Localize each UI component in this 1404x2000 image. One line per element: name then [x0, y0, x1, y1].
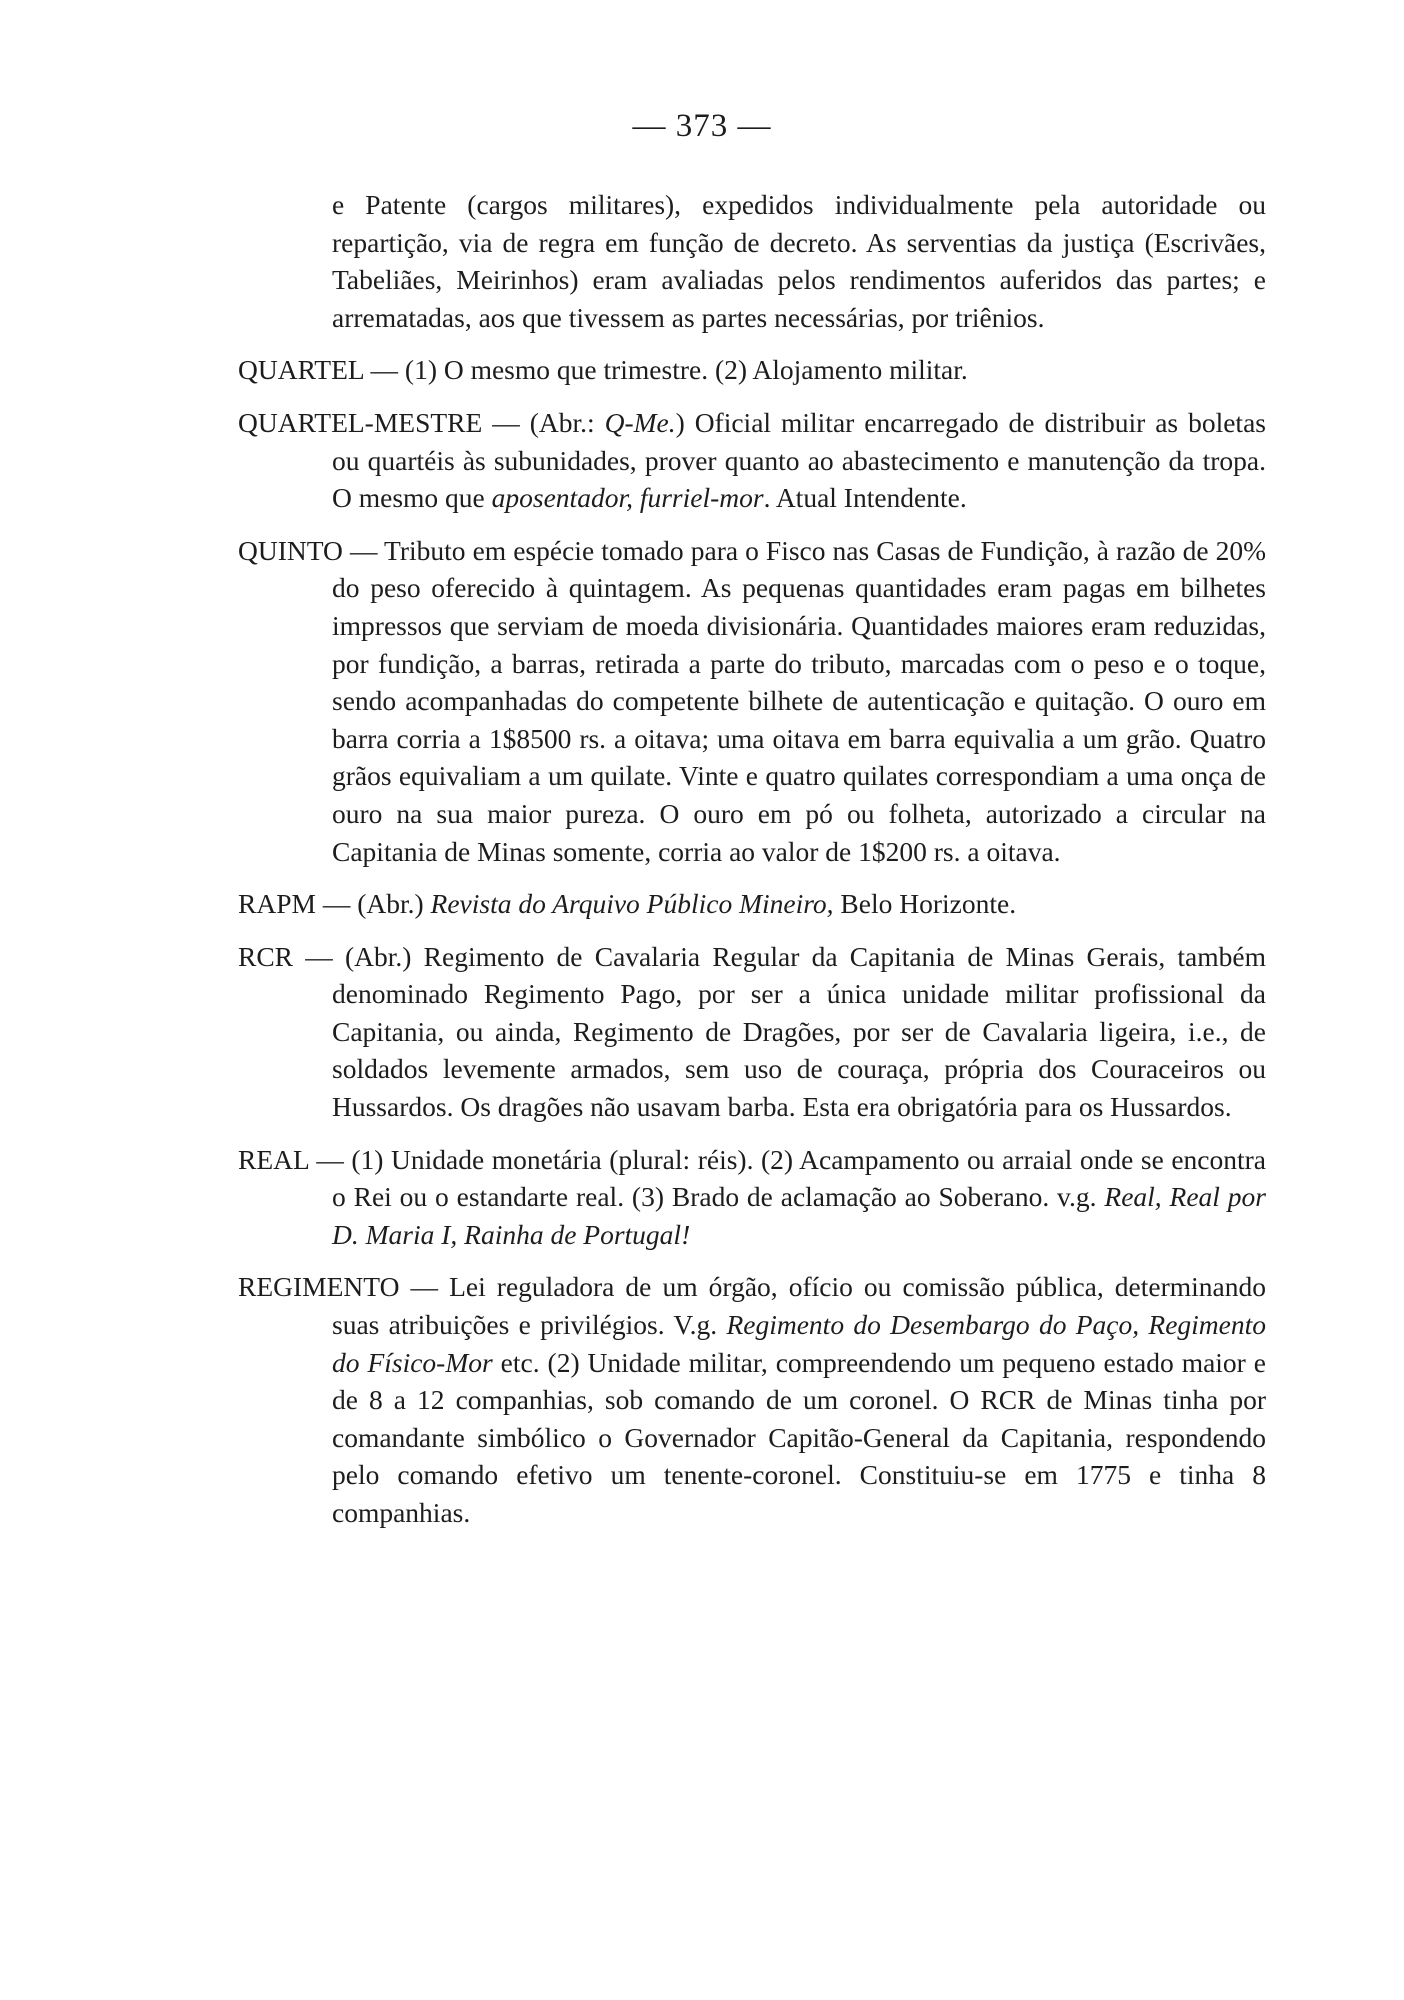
synonym-italic: aposentador, furriel-mor	[491, 482, 764, 514]
entry-rcr	[238, 938, 1266, 1126]
entry-definition: — (1) O mesmo que trimestre. (2) Alojamento militar.	[363, 354, 968, 386]
entry-definition-part: — (Abr.:	[482, 406, 605, 438]
entry-definition-part: etc. (2) Unidade militar, compreendendo um pequeno estado maior e de 8 a 12 companhias, sob comando de um coronel. O RCR de Minas tinha por comandante simbólico o Governador Capitão-General da Capitania, respondendo pelo comando efetivo um tenente-coronel. Constituiu-se em 1775 e tinha 8 companhias.	[332, 1346, 1266, 1528]
page-number: — 373 —	[632, 108, 772, 144]
glossary-content	[238, 186, 1266, 1547]
entry-definition-part: ) Oficial militar encarregado de distribuir as boletas ou quartéis às subunidades, prover quanto ao abastecimento e manutenção da tropa. O mesmo que	[332, 406, 1266, 514]
entry-rapm	[238, 885, 1266, 923]
regiment-names-italic: Regimento do Desembargo do Paço, Regimento do Físico-Mor	[332, 1309, 1266, 1378]
entry-term: REAL	[238, 1143, 309, 1175]
entry-term: RAPM	[238, 888, 316, 920]
entry-regimento	[238, 1268, 1266, 1531]
entry-quartel-mestre	[238, 404, 1266, 517]
entry-term: QUARTEL	[238, 354, 364, 386]
continuation-paragraph: e Patente (cargos militares), expedidos individualmente pela autoridade ou repartição, via de regra em função de decreto. As serventias da justiça (Escrivães, Tabeliães, Meirinhos) eram avaliadas pelos rendimentos auferidos das partes; e arrematadas, aos que tivessem as partes necessárias, por triênios.	[332, 189, 1266, 333]
entry-term: QUINTO	[238, 534, 343, 566]
abbreviation-italic: Q-Me.	[604, 406, 676, 438]
acclamation-italic: Real, Real por D. Maria I, Rainha de Portugal!	[332, 1181, 1267, 1250]
entry-term: REGIMENTO	[238, 1271, 400, 1303]
entry-definition-part: . Atual Intendente.	[763, 482, 967, 514]
entry-definition-part: — Lei reguladora de um órgão, ofício ou comissão pública, determinando suas atribuições e privilégios. V.g.	[332, 1271, 1266, 1341]
entry-definition-part: Belo Horizonte.	[833, 888, 1017, 920]
entry-real	[238, 1141, 1266, 1254]
entry-definition: — (Abr.) Regimento de Cavalaria Regular da Capitania de Minas Gerais, também denominado Regimento Pago, por ser a única unidade militar profissional da Capitania, ou ainda, Regimento de Dragões, por ser de Cavalaria ligeira, i.e., de soldados levemente armados, sem uso de couraça, própria dos Couraceiros ou Hussardos. Os dragões não usavam barba. Esta era obrigatória para os Hussardos.	[293, 940, 1266, 1123]
entry-definition-part: — (1) Unidade monetária (plural: réis). (2) Acampamento ou arraial onde se encontra o Rei ou o estandarte real. (3) Brado de aclamação ao Soberano. v.g.	[308, 1143, 1266, 1213]
entry-term: QUARTEL-MESTRE	[238, 406, 483, 438]
entry-term: RCR	[238, 940, 294, 972]
entry-definition-part: — (Abr.)	[315, 888, 431, 920]
entry-quartel	[238, 351, 1266, 389]
entry-definition: — Tributo em espécie tomado para o Fisco nas Casas de Fundição, à razão de 20% do peso oferecido à quintagem. As pequenas quantidades eram pagas em bilhetes impressos que serviam de moeda divisionária. Quantidades maiores eram reduzidas, por fundição, a barras, retirada a parte do tributo, marcadas com o peso e o toque, sendo acompanhadas do competente bilhete de autenticação e quitação. O ouro em barra corria a 1$8500 rs. a oitava; uma oitava em barra equivalia a um grão. Quatro grãos equivaliam a um quilate. Vinte e quatro quilates correspondiam a uma onça de ouro na sua maior pureza. O ouro em pó ou folheta, autorizado a circular na Capitania de Minas somente, corria ao valor de 1$200 rs. a oitava.	[332, 534, 1266, 867]
entry-quinto	[238, 532, 1266, 870]
publication-title-italic: Revista do Arquivo Público Mineiro,	[430, 888, 834, 920]
